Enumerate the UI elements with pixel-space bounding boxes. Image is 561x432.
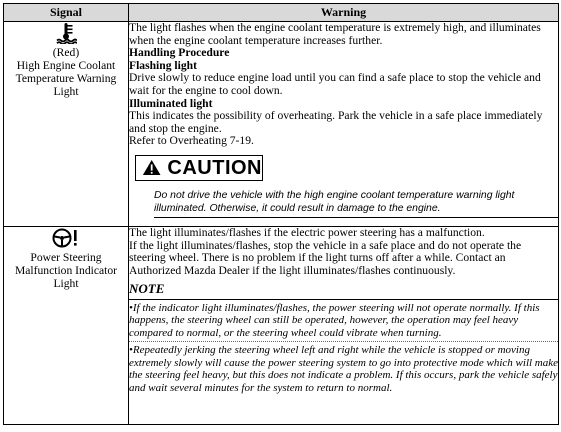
note-bullet: •If the indicator light illuminates/flashes, the power steering will not operate normally. If this happens, the steering wheel can still be operated, however, the operation may feel heavy compared to normal, or the steering wheel could vibrate when turning. — [129, 301, 540, 339]
signal-cell — [4, 22, 129, 227]
engine-coolant-temperature-icon — [55, 22, 77, 44]
signal-cell — [4, 227, 129, 425]
malfunction-text: The light illuminates/flashes if the electric power steering has a malfunction. — [129, 226, 485, 239]
note-bullet: •Repeatedly jerking the steering wheel left and right while the vehicle is stopped or moving extremely slowly will cause the power steering system to go into protective mode which will make the steering feel heavy, but this does not indicate a problem. If this occurs, park the vehicle safely and wait several minutes for the system to return to normal. — [129, 341, 558, 396]
signal-color: (Red) — [52, 46, 80, 59]
warning-column-header: Warning — [129, 4, 559, 22]
caution-label: CAUTION — [167, 156, 262, 179]
note-divider — [129, 299, 558, 300]
signal-name-line: High Engine Coolant — [16, 59, 116, 72]
power-steering-warning-icon — [51, 227, 81, 249]
caution-text: Do not drive the vehicle with the high engine coolant temperature warning light illuminated. Otherwise, it could result in damage to the engine. — [154, 189, 558, 218]
table-row — [4, 227, 559, 425]
warning-cell — [129, 22, 559, 227]
table-row — [4, 22, 559, 227]
intro-text: The light flashes when the engine coolant temperature is extremely high, and illuminates when the engine coolant temperature increases further. — [129, 21, 541, 47]
note-label: NOTE — [129, 281, 165, 297]
table-header-row — [4, 4, 559, 22]
caution-banner — [135, 155, 263, 181]
warning-cell — [129, 227, 559, 425]
signal-name-line: Light — [53, 277, 79, 290]
signal-name-line: Temperature Warning — [15, 72, 117, 85]
illuminated-heading: Illuminated light — [129, 96, 213, 110]
signal-column-header: Signal — [4, 4, 129, 22]
refer-link[interactable]: Refer to Overheating 7-19. — [129, 134, 254, 148]
warning-lights-table — [3, 3, 559, 425]
flashing-heading: Flashing light — [129, 58, 197, 72]
illuminated-text: This indicates the possibility of overheating. Park the vehicle in a safe place immediately and stop the engine. — [129, 109, 543, 135]
flashing-text: Drive slowly to reduce engine load until you can find a safe place to stop the vehicle and wait for the engine to cool down. — [129, 71, 541, 97]
warning-triangle-icon — [142, 158, 161, 177]
instruction-text: If the light illuminates/flashes, stop the vehicle in a safe place and do not operate the steering wheel. There is no problem if the light turns off after a while. Contact an Authorized Mazda Dealer if the light illuminates/flashes continuously. — [129, 238, 522, 277]
signal-name-line: Light — [53, 85, 79, 98]
signal-name-line: Malfunction Indicator — [14, 264, 118, 277]
signal-name-line: Power Steering — [30, 251, 102, 264]
handling-heading: Handling Procedure — [129, 46, 230, 60]
